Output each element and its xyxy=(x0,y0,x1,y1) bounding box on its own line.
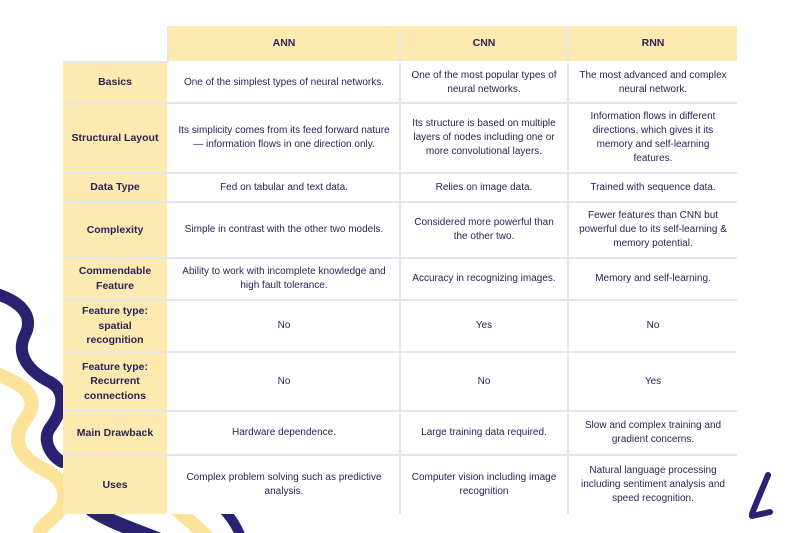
table-cell: No xyxy=(168,352,400,411)
table-cell: Hardware dependence. xyxy=(168,411,400,455)
row-header: Data Type xyxy=(63,173,168,202)
table-cell: One of the most popular types of neural networks. xyxy=(400,62,568,103)
table-cell: Ability to work with incomplete knowledge and high fault tolerance. xyxy=(168,258,400,300)
row-header: Structural Layout xyxy=(63,103,168,173)
table-cell: No xyxy=(568,300,737,352)
logo-mark xyxy=(752,475,770,516)
row-header: Commendable Feature xyxy=(63,258,168,300)
row-header: Basics xyxy=(63,62,168,103)
table-cell: Accuracy in recognizing images. xyxy=(400,258,568,300)
table-row xyxy=(63,352,737,411)
table-corner xyxy=(63,26,168,62)
table-cell: Slow and complex training and gradient concerns. xyxy=(568,411,737,455)
table-cell: No xyxy=(400,352,568,411)
table-cell: Memory and self-learning. xyxy=(568,258,737,300)
column-header-cnn: CNN xyxy=(400,26,568,62)
row-header: Complexity xyxy=(63,202,168,258)
row-header: Feature type: Recurrent connections xyxy=(63,352,168,411)
table-cell: Yes xyxy=(568,352,737,411)
table-cell: Information flows in different directions, which gives it its memory and self-learning features. xyxy=(568,103,737,173)
table-row xyxy=(63,202,737,258)
table-cell: Its simplicity comes from its feed forward nature — information flows in one direction only. xyxy=(168,103,400,173)
table-cell: No xyxy=(168,300,400,352)
table-cell: Complex problem solving such as predictive analysis. xyxy=(168,455,400,514)
table-row xyxy=(63,455,737,514)
row-header: Main Drawback xyxy=(63,411,168,455)
table-row xyxy=(63,103,737,173)
navy-squiggle xyxy=(0,292,62,462)
table-cell: Trained with sequence data. xyxy=(568,173,737,202)
table-cell: Natural language processing including sentiment analysis and speed recognition. xyxy=(568,455,737,514)
table-cell: One of the simplest types of neural networks. xyxy=(168,62,400,103)
column-header-rnn: RNN xyxy=(568,26,737,62)
table-cell: Computer vision including image recognition xyxy=(400,455,568,514)
table-cell: The most advanced and complex neural network. xyxy=(568,62,737,103)
row-header: Feature type: spatial recognition xyxy=(63,300,168,352)
table-cell: Simple in contrast with the other two models. xyxy=(168,202,400,258)
table-cell: Fed on tabular and text data. xyxy=(168,173,400,202)
table-row xyxy=(63,258,737,300)
table-cell: Large training data required. xyxy=(400,411,568,455)
table-cell: Fewer features than CNN but powerful due to its self-learning & memory potential. xyxy=(568,202,737,258)
table-row xyxy=(63,300,737,352)
row-header: Uses xyxy=(63,455,168,514)
table-cell: Its structure is based on multiple layers of nodes including one or more convolutional layers. xyxy=(400,103,568,173)
column-header-ann: ANN xyxy=(168,26,400,62)
table-row xyxy=(63,173,737,202)
table-cell: Yes xyxy=(400,300,568,352)
table-row xyxy=(63,62,737,103)
comparison-table xyxy=(63,26,737,514)
table-cell: Considered more powerful than the other two. xyxy=(400,202,568,258)
table-cell: Relies on image data. xyxy=(400,173,568,202)
yellow-squiggle xyxy=(0,372,64,533)
table-row xyxy=(63,411,737,455)
